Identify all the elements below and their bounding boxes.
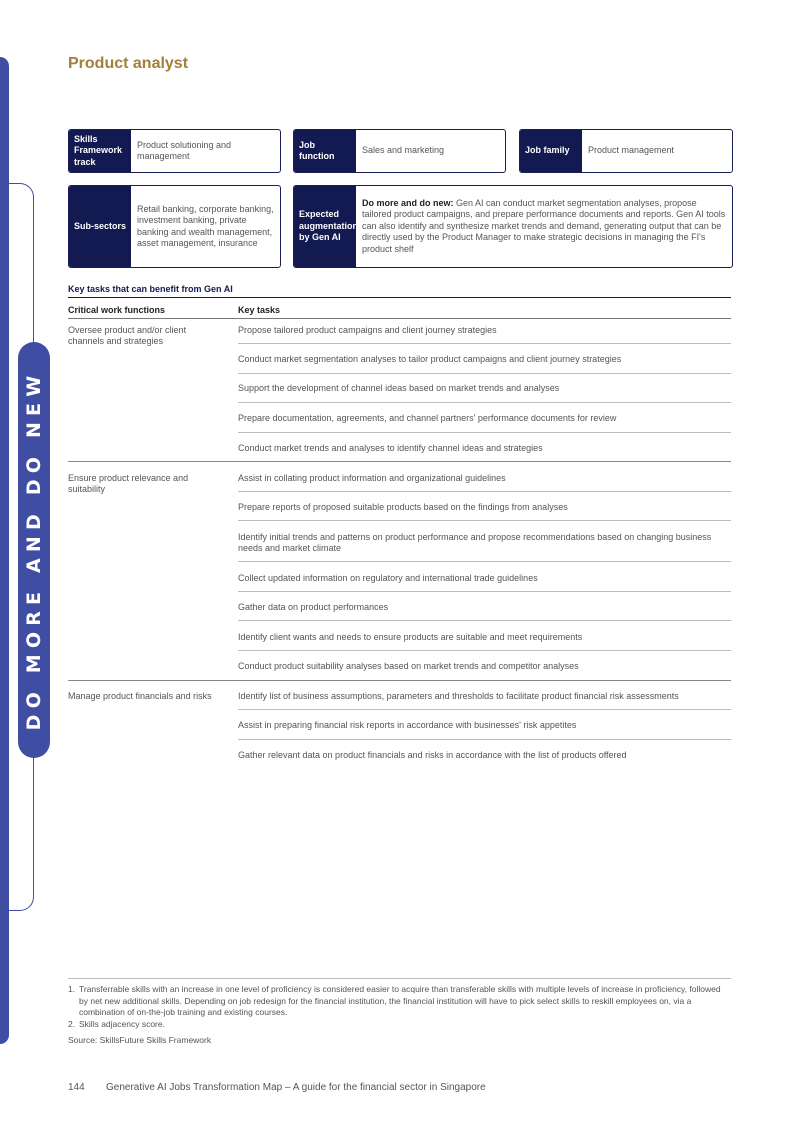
footnote-1-number: 1. — [68, 984, 76, 994]
key-task: Support the development of channel ideas based on market trends and analyses — [238, 383, 560, 393]
col-header-functions: Critical work functions — [68, 305, 166, 315]
track-label: Skills Framework track — [69, 130, 131, 172]
key-task: Identify client wants and needs to ensure products are suitable and meet requirements — [238, 632, 583, 642]
page-title: Product analyst — [68, 55, 189, 72]
column-header-divider — [68, 318, 731, 319]
document-title: Generative AI Jobs Transformation Map – A guide for the financial sector in Singapore — [106, 1082, 486, 1093]
function-divider — [68, 461, 731, 462]
augmentation-label: Expected augmentation by Gen AI — [294, 186, 356, 267]
key-task: Gather data on product performances — [238, 602, 389, 612]
task-divider — [238, 620, 731, 621]
job-family-label: Job family — [520, 130, 582, 172]
sub-sectors-value: Retail banking, corporate banking, investment banking, private banking and wealth management, asset management, insurance — [137, 203, 274, 248]
key-task: Identify initial trends and patterns on product performance and propose recommendations based on changing business needs and market climate — [238, 532, 712, 553]
job-function-box — [293, 129, 506, 173]
work-function-2: Ensure product relevance and suitability — [68, 473, 189, 494]
key-task: Assist in preparing financial risk reports in accordance with businesses' risk appetites — [238, 720, 577, 730]
job-family-value: Product management — [588, 145, 675, 156]
augmentation-lead: Do more and do new: — [362, 197, 454, 208]
task-divider — [238, 491, 731, 492]
col-header-tasks: Key tasks — [238, 305, 281, 315]
footnote-divider — [68, 978, 731, 979]
work-function-1: Oversee product and/or client channels and strategies — [68, 325, 187, 346]
sub-sectors-label: Sub-sectors — [69, 186, 131, 267]
augmentation-box — [293, 185, 733, 268]
key-task: Conduct product suitability analyses based on market trends and competitor analyses — [238, 661, 579, 671]
function-divider — [68, 680, 731, 681]
task-divider — [238, 709, 731, 710]
side-section-label: DO MORE AND DO NEW — [23, 369, 45, 731]
footnote-2-number: 2. — [68, 1019, 76, 1029]
augmentation-text: Gen AI can conduct market segmentation analyses, propose tailored product campaigns, and prepare performance documents and reports. Gen AI tools can also identify and synthesize market trends and demand, generating output that can be directly used by the Product Manager to make strategic decisions in managing the FI's product shelf — [362, 197, 726, 254]
key-task: Conduct market segmentation analyses to tailor product campaigns and client journey strategies — [238, 354, 622, 364]
task-divider — [238, 591, 731, 592]
task-divider — [238, 402, 731, 403]
task-divider — [238, 373, 731, 374]
page-number: 144 — [68, 1082, 85, 1093]
track-box — [68, 129, 281, 173]
key-task: Prepare reports of proposed suitable products based on the findings from analyses — [238, 502, 568, 512]
track-value: Product solutioning and management — [137, 139, 232, 161]
key-task: Identify list of business assumptions, parameters and thresholds to facilitate product financial risk assessments — [238, 691, 679, 701]
task-divider — [238, 520, 731, 521]
job-family-box — [519, 129, 733, 173]
augmentation-value — [356, 186, 732, 267]
footnote-1-text: Transferrable skills with an increase in one level of proficiency is considered easier to acquire than transferable skills with multiple levels of increase in proficiency, followed by net new additional skills. Depending on job redesign for the financial institution, the financial institution will have to pick select skills to reskill employees on, via a combination of on-the-job training and existing courses. — [79, 984, 721, 1017]
footnote-2 — [68, 1019, 728, 1031]
key-task: Conduct market trends and analyses to identify channel ideas and strategies — [238, 443, 543, 453]
footnote-1 — [68, 984, 728, 1019]
work-function-3: Manage product financials and risks — [68, 691, 212, 701]
task-divider — [238, 650, 731, 651]
tasks-section-heading: Key tasks that can benefit from Gen AI — [68, 284, 233, 294]
footnote-2-text: Skills adjacency score. — [79, 1019, 165, 1029]
sub-sectors-box — [68, 185, 281, 268]
source-note: Source: SkillsFuture Skills Framework — [68, 1035, 212, 1045]
task-divider — [238, 432, 731, 433]
job-function-label: Job function — [294, 130, 356, 172]
job-function-value: Sales and marketing — [362, 145, 445, 156]
key-task: Assist in collating product information and organizational guidelines — [238, 473, 506, 483]
key-task: Collect updated information on regulatory and international trade guidelines — [238, 573, 538, 583]
heading-divider — [68, 297, 731, 298]
task-divider — [238, 739, 731, 740]
key-task: Prepare documentation, agreements, and channel partners' performance documents for review — [238, 413, 617, 423]
key-task: Propose tailored product campaigns and client journey strategies — [238, 325, 497, 335]
task-divider — [238, 343, 731, 344]
key-task: Gather relevant data on product financials and risks in accordance with the list of products offered — [238, 750, 627, 760]
task-divider — [238, 561, 731, 562]
